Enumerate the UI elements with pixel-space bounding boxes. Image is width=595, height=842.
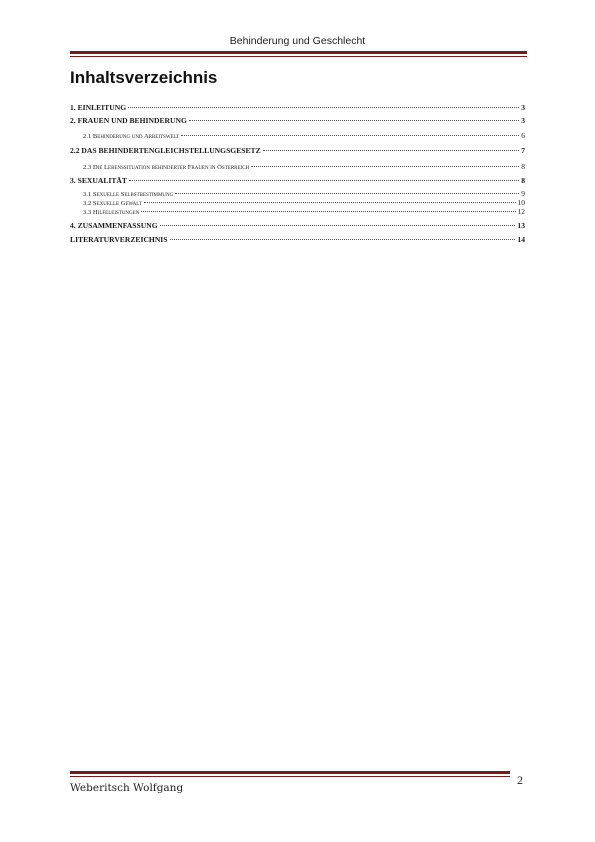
toc-entry[interactable] (70, 198, 525, 207)
toc-entry-label: LITERATURVERZEICHNIS (70, 235, 168, 244)
toc-entry-label: 3.1 Sexuelle Selbstbestimmung (83, 191, 174, 198)
toc-entry-label: 2.2 DAS BEHINDERTENGLEICHSTELLUNGSGESETZ (70, 146, 261, 155)
toc-entry[interactable] (70, 116, 525, 126)
dot-leader (144, 202, 516, 203)
toc-entry-label: 3.3 Hilfeleistungen (83, 209, 140, 216)
dot-leader (251, 166, 519, 167)
footer-author: Weberitsch Wolfgang (70, 782, 184, 794)
toc-entry-page: 13 (517, 221, 525, 230)
toc-entry-label: 2.3 Die Lebenssituation behinderter Frauen in Österreich (83, 164, 250, 171)
toc-entry-page: 14 (517, 235, 525, 244)
toc-entry-label: 2. FRAUEN UND BEHINDERUNG (70, 116, 187, 125)
dot-leader (141, 211, 515, 212)
toc-entry-label: 3. SEXUALITÄT (70, 176, 127, 185)
dot-leader (175, 193, 519, 194)
toc-entry-page: 9 (521, 189, 525, 198)
toc-entry[interactable] (70, 162, 525, 171)
toc-entry-page: 8 (521, 176, 525, 185)
toc-entry[interactable] (70, 146, 525, 156)
dot-leader (263, 150, 520, 151)
toc-entry[interactable] (70, 207, 525, 216)
dot-leader (129, 180, 519, 181)
toc-entry-page: 10 (517, 198, 525, 207)
toc-title: Inhaltsverzeichnis (70, 68, 218, 87)
header-rule (70, 51, 527, 58)
toc-entry[interactable] (70, 189, 525, 198)
dot-leader (170, 239, 516, 240)
toc-entry-label: 3.2 Sexuelle Gewalt (83, 200, 142, 207)
toc-entry-page: 7 (521, 146, 525, 155)
toc-entry-label: 2.1 Behinderung und Arbeitswelt (83, 133, 180, 140)
toc-entry-page: 8 (521, 162, 525, 171)
toc-entry[interactable] (70, 235, 525, 245)
table-of-contents (70, 103, 525, 245)
toc-entry-page: 3 (521, 116, 525, 125)
toc-entry[interactable] (70, 221, 525, 231)
dot-leader (160, 225, 516, 226)
dot-leader (128, 107, 519, 108)
running-header: Behinderung und Geschlecht (229, 35, 366, 47)
dot-leader (189, 120, 519, 121)
toc-entry-page: 3 (521, 103, 525, 112)
dot-leader (181, 135, 519, 136)
toc-entry[interactable] (70, 176, 525, 186)
page-number: 2 (517, 773, 523, 787)
toc-entry[interactable] (70, 103, 525, 113)
footer-rule (70, 771, 510, 778)
toc-entry-label: 4. ZUSAMMENFASSUNG (70, 221, 158, 230)
toc-entry[interactable] (70, 131, 525, 140)
toc-entry-label: 1. EINLEITUNG (70, 103, 127, 112)
toc-entry-page: 12 (517, 207, 525, 216)
toc-entry-page: 6 (521, 131, 525, 140)
